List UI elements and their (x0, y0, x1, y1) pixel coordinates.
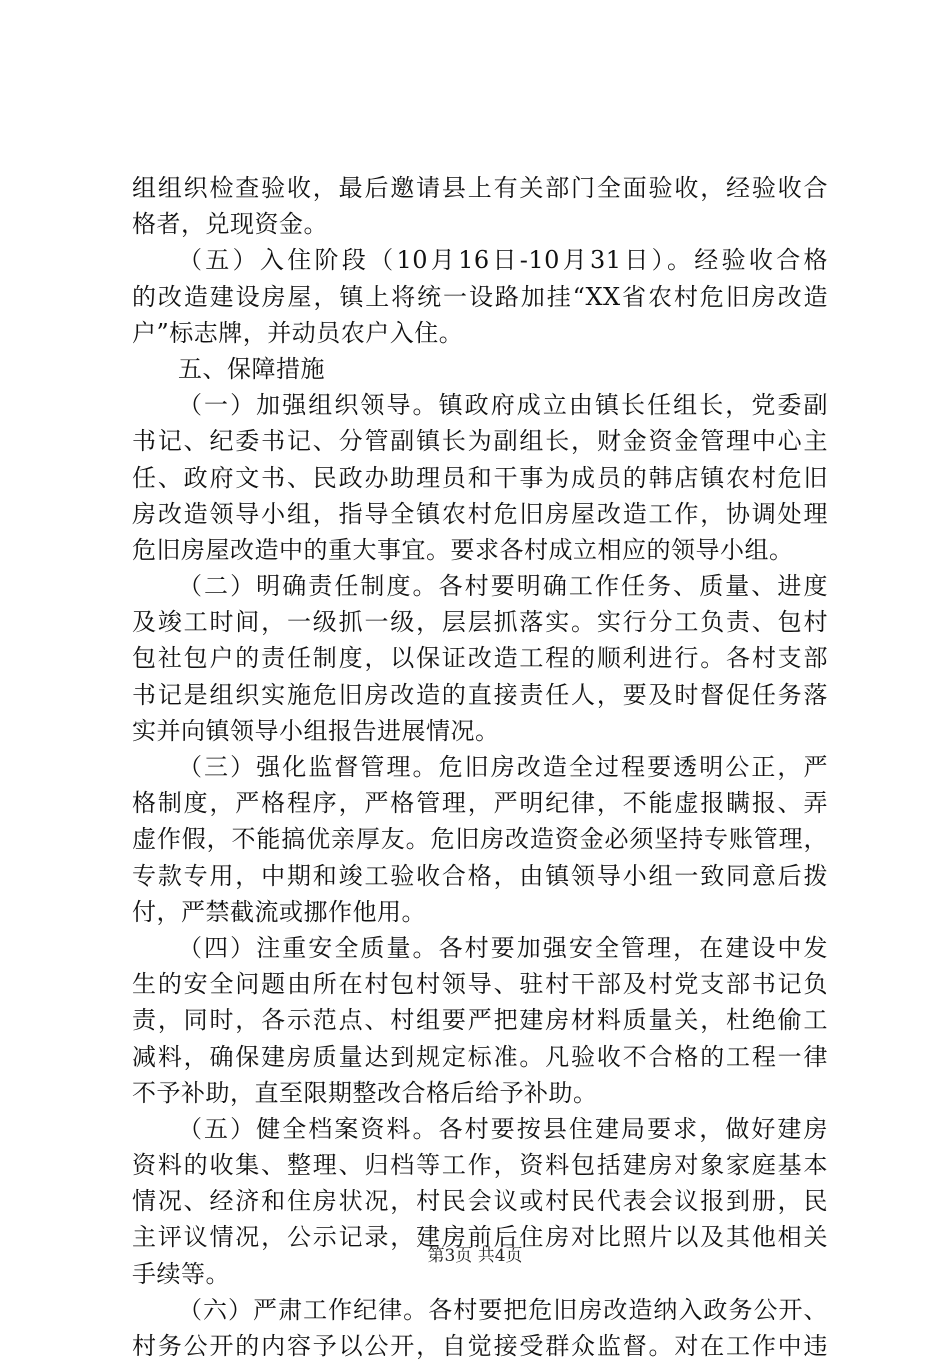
text-line: 危旧房屋改造中的重大事宜。要求各村成立相应的领导小组。 (132, 535, 794, 564)
text-line: 包社包户的责任制度，以保证改造工程的顺利进行。各村支部 (132, 644, 828, 673)
text-line: 减料，确保建房质量达到规定标准。凡验收不合格的工程一律 (132, 1042, 828, 1071)
text-line: 虚作假，不能搞优亲厚友。危旧房改造资金必须坚持专账管理， (132, 825, 828, 854)
text-line: （六）严肃工作纪律。各村要把危旧房改造纳入政务公开、 (178, 1295, 828, 1324)
text-line: （一）加强组织领导。镇政府成立由镇长任组长，党委副 (178, 391, 828, 420)
text-line: 手续等。 (132, 1259, 230, 1288)
text-line: 实并向镇领导小组报告进展情况。 (132, 716, 500, 745)
text-line: 格制度，严格程序，严格管理，严明纪律，不能虚报瞒报、弄 (132, 789, 828, 818)
text-line: （四）注重安全质量。各村要加强安全管理，在建设中发 (178, 933, 828, 962)
text-line: 组组织检查验收，最后邀请县上有关部门全面验收，经验收合 (132, 174, 828, 202)
text-line: 生的安全问题由所在村包村领导、驻村干部及村党支部书记负 (132, 970, 828, 999)
text-line: 房改造领导小组，指导全镇农村危旧房屋改造工作，协调处理 (132, 499, 828, 528)
text-line: 情况、经济和住房状况，村民会议或村民代表会议报到册，民 (132, 1187, 828, 1216)
text-line: 专款专用，中期和竣工验收合格，由镇领导小组一致同意后拨 (132, 861, 828, 890)
text-line: 户”标志牌，并动员农户入住。 (132, 318, 464, 347)
text-line: 不予补助，直至限期整改合格后给予补助。 (132, 1078, 598, 1107)
text-line: （二）明确责任制度。各村要明确工作任务、质量、进度 (178, 572, 828, 601)
text-line: 村务公开的内容予以公开，自觉接受群众监督。对在工作中违 (132, 1332, 828, 1360)
text-line: 责，同时，各示范点、村组要严把建房材料质量关，杜绝偷工 (132, 1006, 828, 1035)
document-body (132, 170, 828, 1364)
text-line: 任、政府文书、民政办助理员和干事为成员的韩店镇农村危旧 (132, 463, 828, 492)
text-line: 书记是组织实施危旧房改造的直接责任人，要及时督促任务落 (132, 680, 828, 709)
section-heading: 五、保障措施 (178, 354, 325, 383)
text-line: 付，严禁截流或挪作他用。 (132, 897, 426, 926)
text-line: 书记、纪委书记、分管副镇长为副组长，财金资金管理中心主 (132, 427, 828, 456)
text-line: 资料的收集、整理、归档等工作，资料包括建房对象家庭基本 (132, 1151, 828, 1180)
text-line: （三）强化监督管理。危旧房改造全过程要透明公正，严 (178, 753, 828, 781)
text-line: 的改造建设房屋，镇上将统一设路加挂“XX省农村危旧房改造 (132, 282, 828, 311)
text-line: 主评议情况，公示记录，建房前后住房对比照片以及其他相关 (132, 1223, 828, 1252)
text-line: （五）健全档案资料。各村要按县住建局要求，做好建房 (178, 1114, 828, 1143)
text-line: 格者，兑现资金。 (132, 210, 328, 239)
page-footer: 第3页 共4页 (427, 1246, 523, 1266)
text-line: 及竣工时间，一级抓一级，层层抓落实。实行分工负责、包村 (132, 608, 828, 637)
text-line: （五）入住阶段（10月16日-10月31日）。经验收合格 (178, 246, 828, 275)
